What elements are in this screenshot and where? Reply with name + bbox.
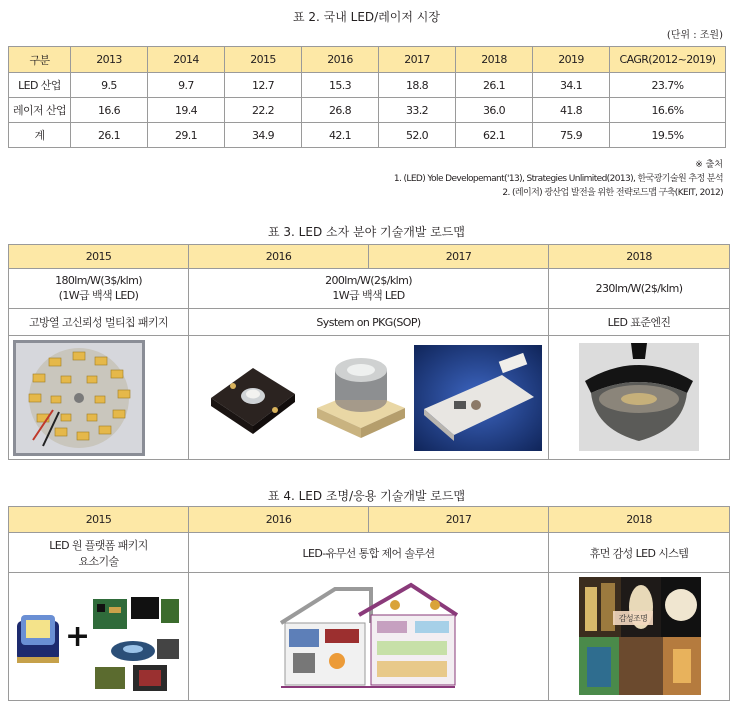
table2-cell: 22.2: [225, 98, 302, 123]
table3: [8, 244, 730, 460]
table2-cell: 12.7: [225, 73, 302, 98]
table2-cell: 75.9: [533, 123, 610, 148]
table3-spec-2018: 230lm/W(2$/klm): [549, 269, 730, 309]
table2-header-cell: 2019: [533, 47, 610, 73]
table3-year-cell: 2015: [9, 245, 189, 269]
table2-header-cell: 2013: [71, 47, 148, 73]
table3-spec-mid-line1: 200lm/W(2$/klm): [325, 274, 412, 287]
table2-cell: 26.8: [302, 98, 379, 123]
table4-image-cell-mid: [189, 573, 549, 701]
table-row: [9, 73, 726, 98]
multichip-led-module-image: [13, 340, 145, 456]
source-line-1: 1. (LED) Yole Developemant('13), Strategies Unlimited(2013), 한국광기술원 추정 분석: [393, 174, 723, 184]
source-line-2: 2. (레이저) 광산업 발전을 위한 전략로드맵 구축(KEIT, 2012): [502, 188, 723, 198]
table4-image-cell-2018: [549, 573, 730, 701]
table4-year-cell: 2016: [189, 507, 369, 533]
table4-tech-2015-line2: 요소기술: [78, 554, 119, 568]
lens-led-package-image: [311, 346, 411, 446]
table3-tech-2018: LED 표준엔진: [549, 309, 730, 336]
table2-header-cell: 2016: [302, 47, 379, 73]
table4: [8, 506, 730, 701]
table3-title: 표 3. LED 소자 분야 기술개발 로드맵: [268, 225, 465, 239]
source-title: ※ 출처: [695, 160, 723, 170]
table2-cell: 9.7: [148, 73, 225, 98]
table2-cell: 62.1: [456, 123, 533, 148]
table3-image-cell-2018: [549, 336, 730, 460]
table3-image-cell-2015: [9, 336, 189, 460]
table2-cell: 16.6: [71, 98, 148, 123]
table3-spec-mid-line2: 1W급 백색 LED: [332, 289, 405, 302]
table2-cell: LED 산업: [9, 73, 71, 98]
emotional-lighting-label: 감성조명: [618, 614, 648, 623]
table3-header-row: [9, 245, 730, 269]
table4-tech-mid: LED-유무선 통합 제어 솔루션: [189, 533, 549, 573]
table2-cell: 23.7%: [610, 73, 726, 98]
plus-sign: +: [65, 619, 91, 654]
table-row: [9, 123, 726, 148]
table4-image-cell-2015: [9, 573, 189, 701]
table3-tech-2015: 고방열 고신뢰성 멀티칩 패키지: [9, 309, 189, 336]
emotional-lighting-collage: [579, 577, 701, 695]
table-row: [9, 269, 730, 309]
led-lamp-engine-image: [579, 343, 699, 451]
table2: [8, 46, 726, 148]
table3-year-cell: 2016: [189, 245, 369, 269]
table2-cell: 36.0: [456, 98, 533, 123]
table2-cell: 18.8: [379, 73, 456, 98]
table3-image-cell-mid: [189, 336, 549, 460]
table2-cell: 19.4: [148, 98, 225, 123]
table2-cell: 15.3: [302, 73, 379, 98]
table2-cell: 16.6%: [610, 98, 726, 123]
table4-year-cell: 2015: [9, 507, 189, 533]
table4-header-row: [9, 507, 730, 533]
table2-cell: 9.5: [71, 73, 148, 98]
table2-cell: 29.1: [148, 123, 225, 148]
table2-header-row: [9, 47, 726, 73]
sop-module-image: [414, 345, 542, 451]
smart-home-control-diagram: [275, 579, 461, 693]
table2-header-cell: 구분: [9, 47, 71, 73]
table4-title: 표 4. LED 조명/응용 기술개발 로드맵: [267, 489, 466, 503]
table4-tech-2018: 휴먼 감성 LED 시스템: [549, 533, 730, 573]
table4-tech-2015: [9, 533, 189, 573]
table3-spec-2015: [9, 269, 189, 309]
table2-cell: 41.8: [533, 98, 610, 123]
table4-tech-2015-line1: LED 원 플랫폼 패키지: [49, 538, 148, 552]
table2-cell: 26.1: [456, 73, 533, 98]
table3-spec-2015-line2: (1W급 백색 LED): [58, 289, 139, 302]
table2-cell: 레이저 산업: [9, 98, 71, 123]
table2-header-cell: 2018: [456, 47, 533, 73]
table2-header-cell: 2017: [379, 47, 456, 73]
table2-cell: 42.1: [302, 123, 379, 148]
table2-cell: 26.1: [71, 123, 148, 148]
table4-year-cell: 2017: [369, 507, 549, 533]
table2-cell: 19.5%: [610, 123, 726, 148]
table2-cell: 계: [9, 123, 71, 148]
table2-cell: 33.2: [379, 98, 456, 123]
power-led-chip-image: [203, 354, 303, 444]
table-row: [9, 533, 730, 573]
table2-header-cell: 2014: [148, 47, 225, 73]
control-boards-image: [89, 595, 181, 693]
table3-year-cell: 2018: [549, 245, 730, 269]
table3-spec-mid: [189, 269, 549, 309]
table-row: [9, 336, 730, 460]
table3-tech-mid: System on PKG(SOP): [189, 309, 549, 336]
table3-year-cell: 2017: [369, 245, 549, 269]
table4-year-cell: 2018: [549, 507, 730, 533]
table2-cell: 34.9: [225, 123, 302, 148]
table2-cell: 52.0: [379, 123, 456, 148]
table-row: [9, 573, 730, 701]
table2-unit: (단위 : 조원): [666, 30, 723, 41]
table2-title: 표 2. 국내 LED/레이저 시장: [293, 10, 440, 24]
table2-cell: 34.1: [533, 73, 610, 98]
table-row: [9, 98, 726, 123]
table2-header-cell: CAGR(2012~2019): [610, 47, 726, 73]
led-package-image: [13, 611, 63, 667]
table3-spec-2015-line1: 180lm/W(3$/klm): [55, 274, 142, 287]
table-row: [9, 309, 730, 336]
table2-header-cell: 2015: [225, 47, 302, 73]
